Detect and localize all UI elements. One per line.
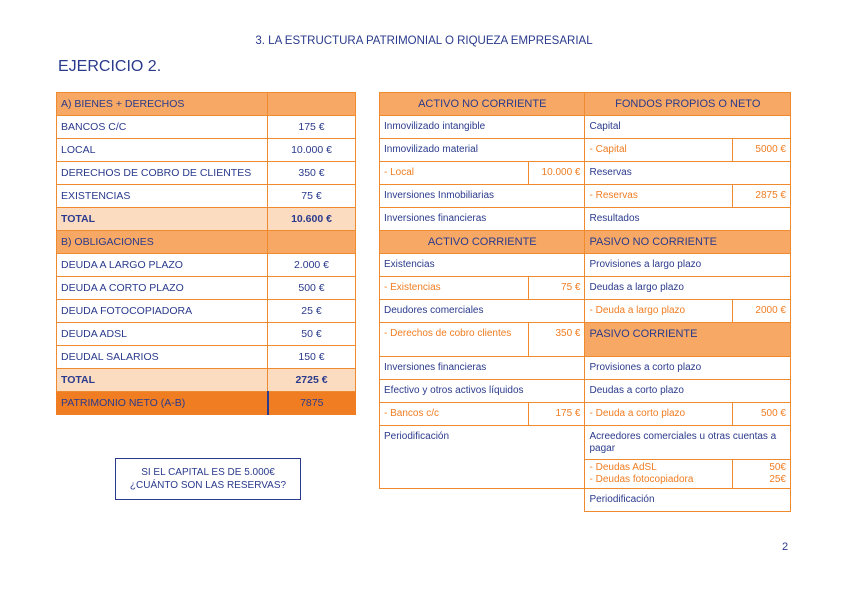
row-value: 10.000 € [268,139,356,162]
cell: Inversiones Inmobiliarias [380,185,585,208]
pasivo-no-corriente-header: PASIVO NO CORRIENTE [585,231,791,254]
total-label: TOTAL [57,369,268,392]
cell: - Capital [585,139,732,162]
deudas-fotocopiadora-label: - Deudas fotocopiadora [589,474,694,485]
row-value: 350 € [268,162,356,185]
cell: Capital [585,116,791,139]
cell: - Deuda a corto plazo [585,403,732,426]
cell: Periodificación [585,489,791,512]
table-row [57,277,356,300]
cell-value: 5000 € [732,139,790,162]
cell: Inmovilizado material [380,139,585,162]
activo-corriente-header: ACTIVO CORRIENTE [380,231,585,254]
row-value: 75 € [268,185,356,208]
page-number: 2 [782,541,789,553]
table-row [57,346,356,369]
row-value: 175 € [268,116,356,139]
table-row [57,116,356,139]
total-value: 10.600 € [268,208,356,231]
cell: Acreedores comerciales u otras cuentas a pagar [585,426,791,460]
patrimonio-row [57,392,356,415]
balance-table [379,92,791,512]
cell: - Deuda a largo plazo [585,300,732,323]
deudas-adsl-label: - Deudas AdSL [589,462,657,473]
patrimonio-label: PATRIMONIO NETO (A-B) [57,392,268,415]
table-row [57,185,356,208]
cell: Deudas a corto plazo [585,380,791,403]
cell: Periodificación [380,426,585,489]
cell: Deudas a largo plazo [585,277,791,300]
cell: - Reservas [585,185,732,208]
total-row [57,369,356,392]
table-row [57,323,356,346]
cell: Provisiones a corto plazo [585,357,791,380]
cell-value: 2000 € [732,300,790,323]
row-label: DEUDA A LARGO PLAZO [57,254,268,277]
table-row [57,254,356,277]
bienes-header: A) BIENES + DERECHOS [57,93,268,116]
total-row [57,208,356,231]
bienes-obligaciones-table [56,92,356,415]
row-label: EXISTENCIAS [57,185,268,208]
row-label: DEUDA ADSL [57,323,268,346]
pasivo-corriente-header: PASIVO CORRIENTE [585,323,791,357]
cell: Existencias [380,254,585,277]
cell-value: 175 € [529,403,585,426]
row-label: DERECHOS DE COBRO DE CLIENTES [57,162,268,185]
table-row [57,231,356,254]
cell [585,460,732,489]
cell: Provisiones a largo plazo [585,254,791,277]
cell: Inmovilizado intangible [380,116,585,139]
row-value: 2.000 € [268,254,356,277]
cell-value: 2875 € [732,185,790,208]
question-box [115,458,301,500]
cell: Reservas [585,162,791,185]
cell: - Derechos de cobro clientes [380,323,529,357]
row-value: 50 € [268,323,356,346]
table-row [57,300,356,323]
cell: - Bancos c/c [380,403,529,426]
table-row [57,93,356,116]
table-row [57,162,356,185]
question-line-1: SI EL CAPITAL ES DE 5.000€ [141,467,275,478]
total-label: TOTAL [57,208,268,231]
page-title: EJERCICIO 2. [58,58,162,75]
cell: - Local [380,162,529,185]
table-row [57,139,356,162]
cell: - Existencias [380,277,529,300]
row-label: DEUDA A CORTO PLAZO [57,277,268,300]
row-value: 25 € [268,300,356,323]
cell-value: 10.000 € [529,162,585,185]
cell-value [732,460,790,489]
deudas-fotocopiadora-value: 25€ [769,474,786,485]
total-value: 2725 € [268,369,356,392]
cell: Inversiones financieras [380,208,585,231]
row-value: 150 € [268,346,356,369]
row-label: LOCAL [57,139,268,162]
cell-value: 350 € [529,323,585,357]
fondos-propios-header: FONDOS PROPIOS O NETO [585,93,791,116]
cell: Inversiones financieras [380,357,585,380]
cell-value: 500 € [732,403,790,426]
cell: Resultados [585,208,791,231]
row-label: BANCOS C/C [57,116,268,139]
page-header: 3. LA ESTRUCTURA PATRIMONIAL O RIQUEZA EMPRESARIAL [255,35,593,47]
cell-value: 75 € [529,277,585,300]
cell: Efectivo y otros activos líquidos [380,380,585,403]
row-label: DEUDAL SALARIOS [57,346,268,369]
cell: Deudores comerciales [380,300,585,323]
obligaciones-header: B) OBLIGACIONES [57,231,268,254]
deudas-adsl-value: 50€ [769,462,786,473]
row-value: 500 € [268,277,356,300]
patrimonio-value: 7875 [268,392,356,415]
activo-no-corriente-header: ACTIVO NO CORRIENTE [380,93,585,116]
question-line-2: ¿CUÁNTO SON LAS RESERVAS? [129,480,287,491]
row-label: DEUDA FOTOCOPIADORA [57,300,268,323]
